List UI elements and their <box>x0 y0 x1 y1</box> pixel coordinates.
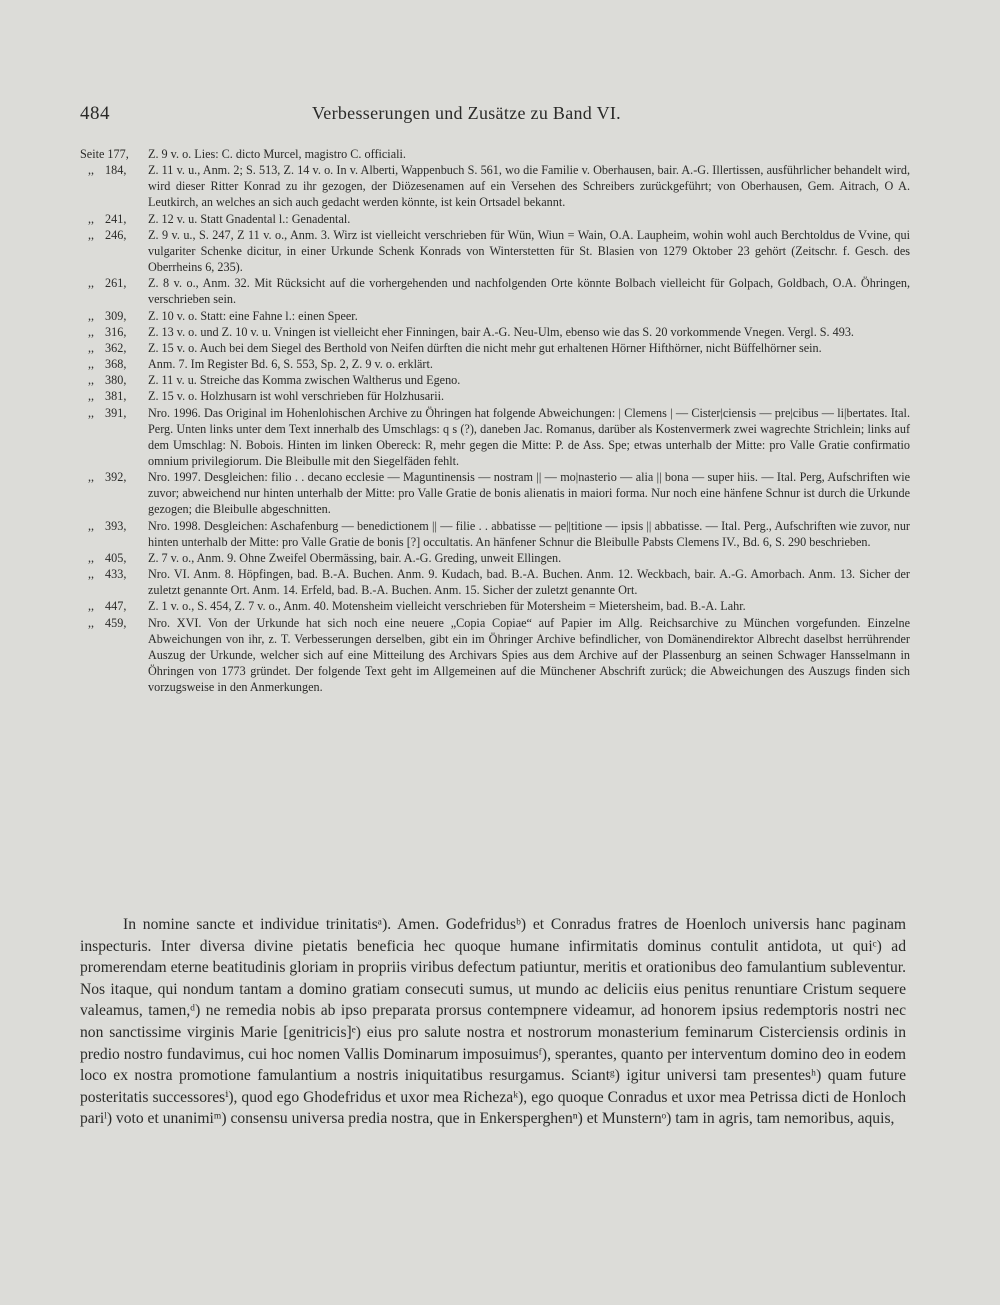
corrections-list <box>80 146 910 695</box>
correction-entry <box>80 598 910 614</box>
correction-prefix: ,, <box>87 211 95 226</box>
correction-text: Z. 9 v. o. Lies: C. dicto Murcel, magistro C. officiali. <box>148 147 406 161</box>
correction-entry <box>80 340 910 356</box>
correction-page: 447, <box>105 599 127 614</box>
correction-prefix: ,, <box>87 357 95 372</box>
charter-paragraph: In nomine sancte et individue trinitatisᵃ). Amen. Godefridusᵇ) et Conradus fratres de Hoenloch universis hanc paginam inspecturis. Inter diversa divine pietatis beneficia hec quoque humane infirmitatis dominus contulit antidota, ut quiᶜ) ad promerendam eterne beatitudinis gloriam in propriis viribus defectum patiuntur, meritis et orationibus deo famulantium subleventur. Nos itaque, qui nondum tantam a domino gratiam consecuti sumus, ut mundo ac deliciis eius penitus renuntiare Cristum sequere valeamus, tamen,ᵈ) ne remedia nobis ab ipso preparata prorsus contempnere videamur, ad honorem ipsius redemptoris nostri nec non sanctissime virginis Marie [genitricis]ᵉ) eius pro salute nostra et nostrorum monasterium feminarum Cisterciensis ordinis in predio nostro fundavimus, cui hoc nomen Vallis Dominarum imposuimusᶠ), sperantes, quanto per interventum domino deo in eodem loco ex nostra promotione famulantium a nostris iniquitatibus resurgamus. Sciantᵍ) igitur universi tam presentesʰ) quam future posteritatis successoresⁱ), quod ego Ghodefridus et uxor mea Richezaᵏ), ego quoque Conradus et uxor mea Petrissa dicti de Honloch pariˡ) voto et unanimiᵐ) consensu universa predia nostra, que in Enkersperghenⁿ) et Munsternᵒ) tam in agris, tam nemoribus, aquis, <box>80 916 906 1128</box>
correction-page: 309, <box>105 308 127 323</box>
correction-page-ref <box>80 324 150 340</box>
correction-entry <box>80 324 910 340</box>
correction-entry <box>80 469 910 517</box>
correction-text: Nro. XVI. Von der Urkunde hat sich noch eine neuere „Copia Copiae“ auf Papier im Allg. Reichsarchive zu München vorgefunden. Einzelne Abweichungen von ihr, z. T. Verbesserungen derselben, gibt ein im Öhringer Archive befindlicher, von Domänendirektor Albrecht daselbst herrührender Auszug der Urkunde, welcher sich auf eine Mitteilung des Archivars Spies aus dem Archive auf der Plassenburg an seinen Schwager Hansselmann in Öhringen von 1773 gründet. Der folgende Text geht im Allgemeinen auf die Münchener Abschrift zurück; die Abweichungen des Auszugs finden sich vorzugsweise in den Anmerkungen. <box>148 615 910 695</box>
correction-page-ref <box>80 211 150 227</box>
correction-text: Nro. 1997. Desgleichen: filio . . decano ecclesie — Maguntinensis — nostram || — mo|nasterio — alia || bona — super hiis. — Ital. Perg, Aufschriften wie zuvor; abweichend nur hinten unterhalb der Mitte: pro Valle Gratie de bonis alienatis in maiori forma. Nur noch eine hänfene Schnur ist durch die Urkunde gezogen; die Bleibulle abgeschnitten. <box>148 470 910 517</box>
running-title: Verbesserungen und Zusätze zu Band VI. <box>312 103 621 123</box>
correction-prefix: ,, <box>87 308 95 323</box>
correction-page-ref <box>80 162 150 178</box>
page-number: 484 <box>80 103 110 124</box>
correction-prefix: ,, <box>87 324 95 339</box>
correction-entry <box>80 356 910 372</box>
correction-text: Z. 10 v. o. Statt: eine Fahne l.: einen Speer. <box>148 308 358 323</box>
correction-entry <box>80 615 910 696</box>
correction-text: Nro. VI. Anm. 8. Höpfingen, bad. B.-A. Buchen. Anm. 9. Kudach, bad. B.-A. Buchen. Anm. 12. Weckbach, bair. A.-G. Amorbach. Anm. 13. Sicher der zuletzt genannte Ort. Anm. 14. Erfeld, bad. B.-A. Buchen. Anm. 15. Sicher der zuletzt genannte Ort. <box>148 567 910 598</box>
correction-page-ref <box>80 518 150 534</box>
correction-entry <box>80 146 910 162</box>
correction-prefix: ,, <box>87 373 95 388</box>
correction-entry <box>80 518 910 550</box>
correction-prefix: ,, <box>87 599 95 614</box>
correction-entry <box>80 162 910 210</box>
page-header <box>80 103 910 127</box>
correction-page: 391, <box>105 405 127 420</box>
correction-page: 261, <box>105 276 127 291</box>
correction-page: 380, <box>105 373 127 388</box>
correction-page-ref <box>80 405 150 421</box>
correction-page-ref <box>80 275 150 291</box>
correction-page: 405, <box>105 550 127 565</box>
correction-entry <box>80 405 910 470</box>
correction-text: Z. 15 v. o. Holzhusarn ist wohl verschrieben für Holzhusarii. <box>148 389 445 404</box>
correction-page-ref <box>80 356 150 372</box>
correction-text: Z. 1 v. o., S. 454, Z. 7 v. o., Anm. 40. Motensheim vielleicht verschrieben für Motersheim = Mietersheim, bad. B.-A. Lahr. <box>148 599 746 614</box>
correction-page-ref <box>80 615 150 631</box>
correction-prefix: ,, <box>87 470 95 485</box>
correction-prefix: ,, <box>87 615 95 630</box>
correction-prefix: ,, <box>87 518 95 533</box>
correction-page: 184, <box>105 163 127 178</box>
correction-entry <box>80 275 910 307</box>
correction-entry <box>80 388 910 404</box>
correction-page-ref <box>80 146 150 162</box>
correction-text: Z. 7 v. o., Anm. 9. Ohne Zweifel Obermässing, bair. A.-G. Greding, unweit Ellingen. <box>148 550 562 565</box>
correction-page-ref <box>80 340 150 356</box>
correction-text: Z. 11 v. u. Streiche das Komma zwischen Waltherus und Egeno. <box>148 373 461 388</box>
correction-page: 393, <box>105 518 127 533</box>
correction-prefix: ,, <box>87 550 95 565</box>
correction-page-ref <box>80 388 150 404</box>
correction-prefix: ,, <box>87 163 95 178</box>
correction-entry <box>80 308 910 324</box>
correction-page: 392, <box>105 470 127 485</box>
correction-prefix: ,, <box>87 340 95 355</box>
correction-page: 362, <box>105 340 127 355</box>
correction-text: Anm. 7. Im Register Bd. 6, S. 553, Sp. 2, Z. 9 v. o. erklärt. <box>148 357 433 372</box>
correction-text: Z. 8 v. o., Anm. 32. Mit Rücksicht auf die vorhergehenden und nachfolgenden Orte könnte Bolbach vielleicht für Golpach, Goldbach, O.A. Öhringen, verschrieben sein. <box>148 276 910 307</box>
correction-page: 459, <box>105 615 127 630</box>
correction-page: 316, <box>105 324 127 339</box>
correction-page-ref <box>80 598 150 614</box>
correction-entry <box>80 566 910 598</box>
correction-entry <box>80 227 910 275</box>
correction-prefix: ,, <box>87 276 95 291</box>
correction-text: Z. 13 v. o. und Z. 10 v. u. Vningen ist vielleicht eher Finningen, bair A.-G. Neu-Ulm, ebenso wie das S. 20 vorkommende Vnegen. Vergl. S. 493. <box>148 324 854 339</box>
correction-text: Z. 15 v. o. Auch bei dem Siegel des Berthold von Neifen dürften die nicht mehr gut erhaltenen Hörner Hifthörner, nicht Büffelhörner sein. <box>148 340 822 355</box>
correction-entry <box>80 550 910 566</box>
correction-text: Z. 12 v. u. Statt Gnadental l.: Genadental. <box>148 211 351 226</box>
correction-text: Nro. 1996. Das Original im Hohenlohischen Archive zu Öhringen hat folgende Abweichungen: | Clemens | — Cister|ciensis — pre|cibus — li|bertates. Ital. Perg. Unten links unter dem Text innerhalb des Umschlags: q s (?), daneben Jac. Romanus, darüber als Kostenvermerk zwei wagrechte Strichlein; links auf dem Umschlag: N. Bobois. Hinten im linken Obereck: R, mehr gegen die Mitte: P. de Ass. Spe; etwas unterhalb der Mitte: pro Valle Gratie confirmatio omnium privilegiorum. Die Bleibulle mit den Siegelfäden fehlt. <box>148 405 910 468</box>
correction-prefix: ,, <box>87 567 95 582</box>
correction-text: Nro. 1998. Desgleichen: Aschafenburg — benedictionem || — filie . . abbatisse — pe||titione — ipsis || abbatisse. — Ital. Perg., Aufschriften wie zuvor, nur hinten unterhalb der Mitte: pro Valle Gratie de bonis [?] occultatis. An hänfener Schnur die Bleibulle Pabsts Clemens IV., Bd. 6, S. 290 beschrieben. <box>148 518 910 549</box>
correction-page: 246, <box>105 227 127 242</box>
charter-text <box>80 914 906 1130</box>
correction-page: 381, <box>105 389 127 404</box>
correction-entry <box>80 372 910 388</box>
correction-page-ref <box>80 308 150 324</box>
correction-prefix: ,, <box>87 405 95 420</box>
correction-text: Z. 9 v. u., S. 247, Z 11 v. o., Anm. 3. Wirz ist vielleicht verschrieben für Wün, Wiun = Wain, O.A. Laupheim, wohin wohl auch Berchtoldus de Vvine, qui vulgariter Schenke dicitur, in einer Urkunde Schenk Konrads von Winterstetten für St. Blasien von 1279 Oktober 23 gehört (Zeitschr. f. Gesch. des Oberrheins 6, 235). <box>148 227 910 275</box>
correction-page-ref <box>80 566 150 582</box>
correction-page: 368, <box>105 357 127 372</box>
correction-text: Z. 11 v. u., Anm. 2; S. 513, Z. 14 v. o. In v. Alberti, Wappenbuch S. 561, wo die Familie v. Oberhausen, bair. A.-G. Illertissen, ausführlicher behandelt wird, wird dieser Ritter Konrad zu ihr gezogen, der Diözesenamen auf ein Versehen des Schreibers zurückgeführt; von Oberhausen, Gem. Aitrach, O A. Leutkirch, an welches an sich auch gedacht werden könnte, ist kein Ortsadel bekannt. <box>148 163 910 210</box>
correction-entry <box>80 211 910 227</box>
correction-prefix: ,, <box>87 227 95 242</box>
correction-prefix: Seite <box>80 147 105 161</box>
correction-page-ref <box>80 372 150 388</box>
correction-page: 241, <box>105 211 127 226</box>
correction-page-ref <box>80 227 150 243</box>
correction-page: 177, <box>107 147 129 161</box>
correction-page-ref <box>80 550 150 566</box>
correction-prefix: ,, <box>87 389 95 404</box>
correction-page-ref <box>80 469 150 485</box>
correction-page: 433, <box>105 567 127 582</box>
